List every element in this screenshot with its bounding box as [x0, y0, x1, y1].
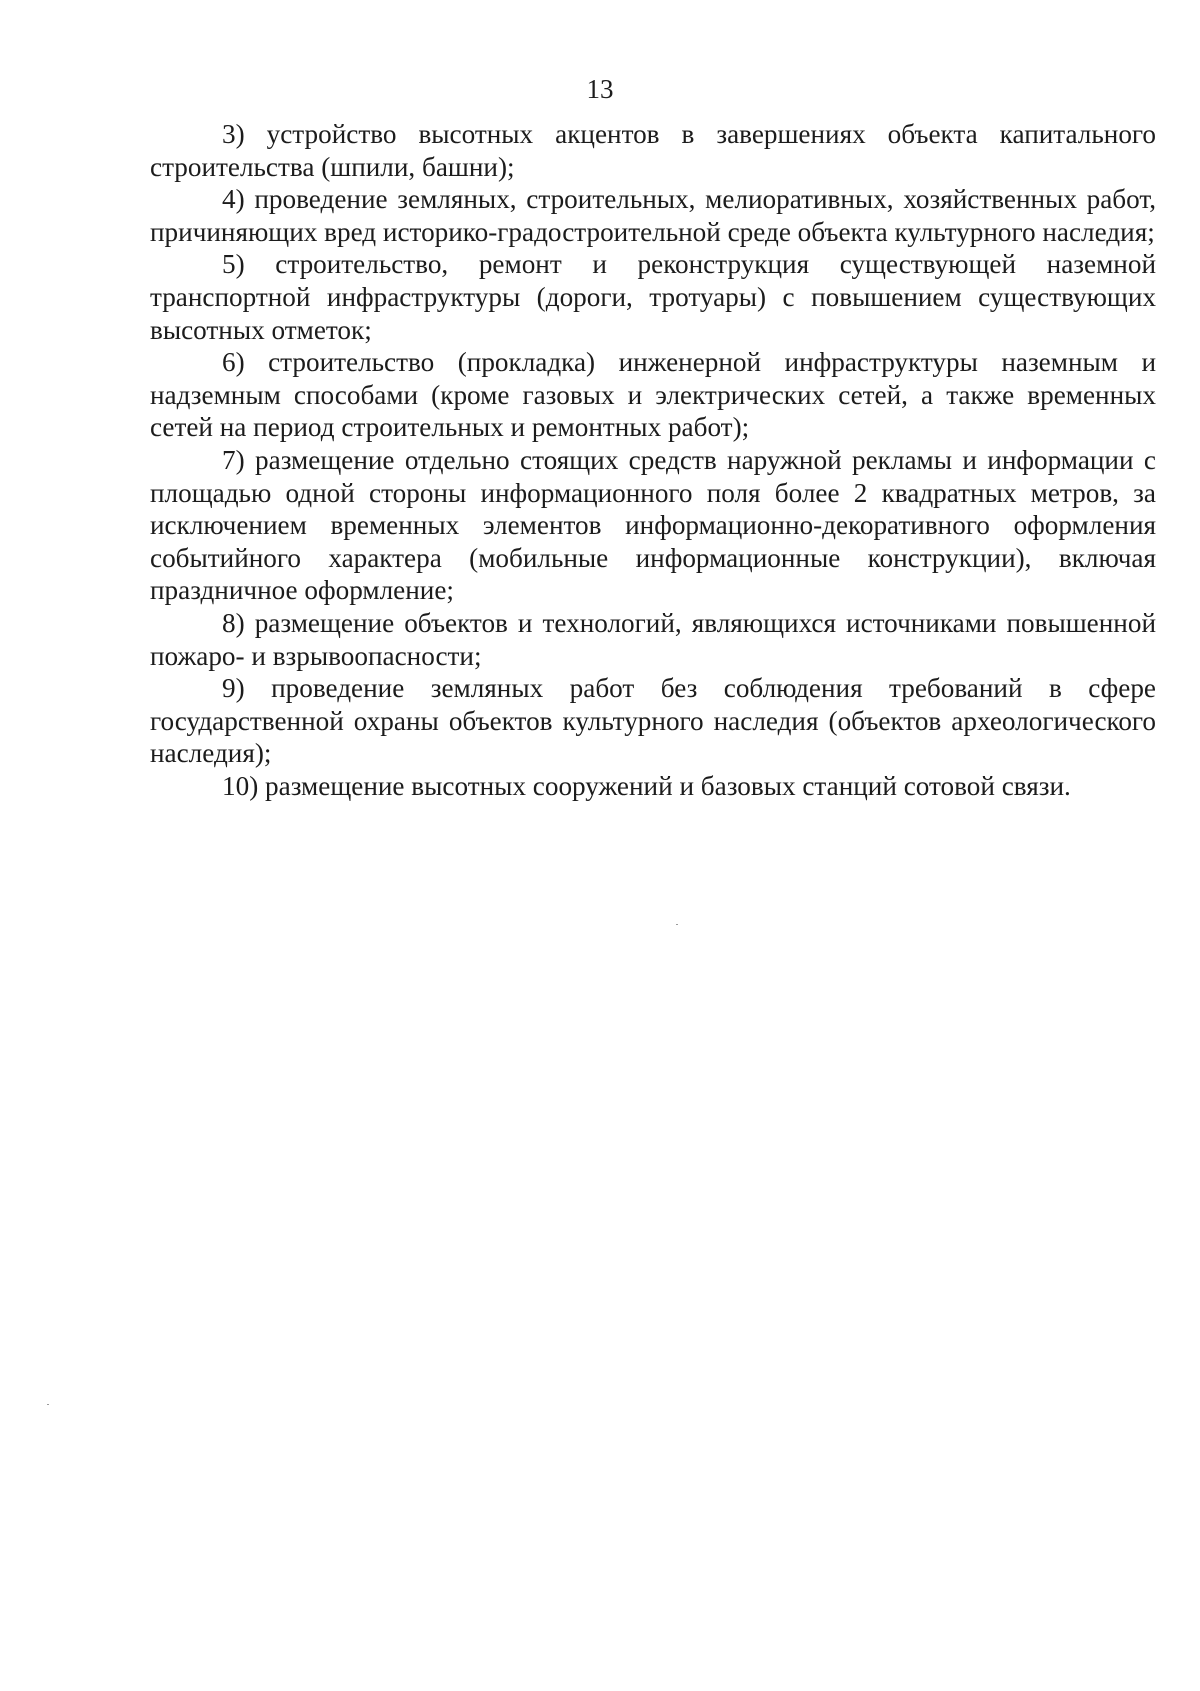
list-item: 8) размещение объектов и технологий, являющихся источниками повышенной пожаро- и взрывоопасности; [150, 607, 1156, 671]
scan-speck [676, 924, 678, 925]
page-number: 13 [586, 74, 614, 104]
scan-speck [47, 1404, 49, 1405]
list-item: 3) устройство высотных акцентов в завершениях объекта капитального строительства (шпили, башни); [150, 119, 1156, 182]
list-item: 9) проведение земляных работ без соблюдения требований в сфере государственной охраны объектов культурного наследия (объектов археологического наследия); [150, 673, 1156, 769]
restrictions-list [150, 118, 1156, 802]
list-item: 10) размещение высотных сооружений и базовых станций сотовой связи. [222, 770, 1071, 801]
list-item: 4) проведение земляных, строительных, мелиоративных, хозяйственных работ, причиняющих вред историко-градостроительной среде объекта культурного наследия; [150, 184, 1156, 247]
list-item: 5) строительство, ремонт и реконструкция существующей наземной транспортной инфраструктуры (дороги, тротуары) с повышением существующих высотных отметок; [150, 249, 1156, 345]
list-item: 6) строительство (прокладка) инженерной инфраструктуры наземным и надземным способами (кроме газовых и электрических сетей, а также временных сетей на период строительных и ремонтных работ); [150, 347, 1156, 443]
list-item: 7) размещение отдельно стоящих средств наружной рекламы и информации с площадью одной стороны информационного поля более 2 квадратных метров, за исключением временных элементов информационно-декоративного оформления событийного характера (мобильные информационные конструкции), включая праздничное оформление; [150, 444, 1156, 606]
